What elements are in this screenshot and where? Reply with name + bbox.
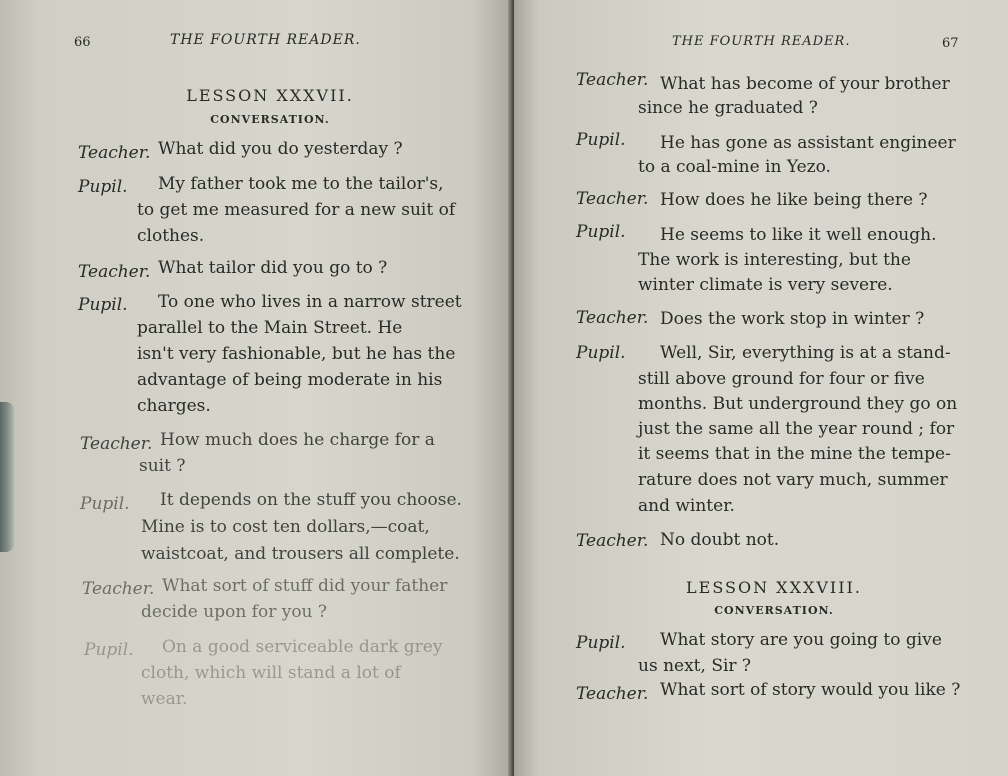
dialogue-line: What story are you going to give [660,630,942,650]
dialogue-line: charges. [137,396,211,416]
speaker-label: Pupil. [576,343,626,363]
speaker-label: Pupil. [576,633,626,653]
speaker-label: Teacher. [576,531,649,551]
dialogue-line: What did you do yesterday ? [158,139,403,159]
dialogue-line: it seems that in the mine the tempe- [638,444,951,464]
speaker-label: Pupil. [80,494,130,514]
dialogue-line: decide upon for you ? [141,602,328,622]
dialogue-line: Mine is to cost ten dollars,—coat, [141,517,430,537]
lesson-title: LESSON XXXVIII. [686,578,862,597]
speaker-label: Teacher. [80,434,153,454]
dialogue-line: rature does not vary much, summer [638,470,948,490]
speaker-label: Teacher. [82,579,155,599]
dialogue-line: since he graduated ? [638,98,818,118]
right-page [514,0,1008,776]
dialogue-line: What sort of stuff did your father [162,576,448,596]
dialogue-line: The work is interesting, but the [638,250,911,270]
dialogue-line: winter climate is very severe. [638,275,893,295]
dialogue-line: just the same all the year round ; for [638,419,955,439]
running-head: THE FOURTH READER. [170,32,361,48]
dialogue-line: cloth, which will stand a lot of [141,663,401,683]
dialogue-line: suit ? [139,456,186,476]
dialogue-line: No doubt not. [660,530,780,550]
page-edge-shadow [0,402,14,552]
speaker-label: Pupil. [78,295,128,315]
page-number: 66 [74,35,91,50]
dialogue-line: isn't very fashionable, but he has the [137,344,456,364]
dialogue-line: to get me measured for a new suit of [137,200,456,220]
dialogue-line: What has become of your brother [660,74,950,94]
speaker-label: Pupil. [84,640,134,660]
speaker-label: Pupil. [576,130,626,150]
dialogue-line: parallel to the Main Street. He [137,318,403,338]
dialogue-line: clothes. [137,226,205,246]
dialogue-line: wear. [141,689,188,709]
speaker-label: Teacher. [576,189,649,209]
speaker-label: Teacher. [78,143,151,163]
lesson-subtitle: CONVERSATION. [714,604,834,617]
dialogue-line: to a coal-mine in Yezo. [638,157,831,177]
dialogue-line: He seems to like it well enough. [660,225,937,245]
page-number: 67 [942,36,959,51]
lesson-subtitle: CONVERSATION. [210,113,330,126]
dialogue-line: It depends on the stuff you choose. [160,490,462,510]
dialogue-line: My father took me to the tailor's, [158,174,444,194]
dialogue-line: He has gone as assistant engineer [660,133,956,153]
dialogue-line: advantage of being moderate in his [137,370,443,390]
dialogue-line: To one who lives in a narrow street [158,292,462,312]
dialogue-line: How much does he charge for a [160,430,435,450]
dialogue-line: months. But underground they go on [638,394,958,414]
speaker-label: Pupil. [78,177,128,197]
dialogue-line: On a good serviceable dark grey [162,637,443,657]
running-head: THE FOURTH READER. [672,34,851,49]
dialogue-line: Does the work stop in winter ? [660,309,925,329]
speaker-label: Pupil. [576,222,626,242]
dialogue-line: still above ground for four or five [638,369,925,389]
speaker-label: Teacher. [576,684,649,704]
dialogue-line: Well, Sir, everything is at a stand- [660,343,951,363]
dialogue-line: What sort of story would you like ? [660,680,961,700]
dialogue-line: What tailor did you go to ? [158,258,388,278]
dialogue-line: us next, Sir ? [638,656,752,676]
speaker-label: Teacher. [576,70,649,90]
dialogue-line: and winter. [638,496,735,516]
dialogue-line: How does he like being there ? [660,190,928,210]
dialogue-line: waistcoat, and trousers all complete. [141,544,460,564]
speaker-label: Teacher. [78,262,151,282]
speaker-label: Teacher. [576,308,649,328]
lesson-title: LESSON XXXVII. [186,86,354,105]
